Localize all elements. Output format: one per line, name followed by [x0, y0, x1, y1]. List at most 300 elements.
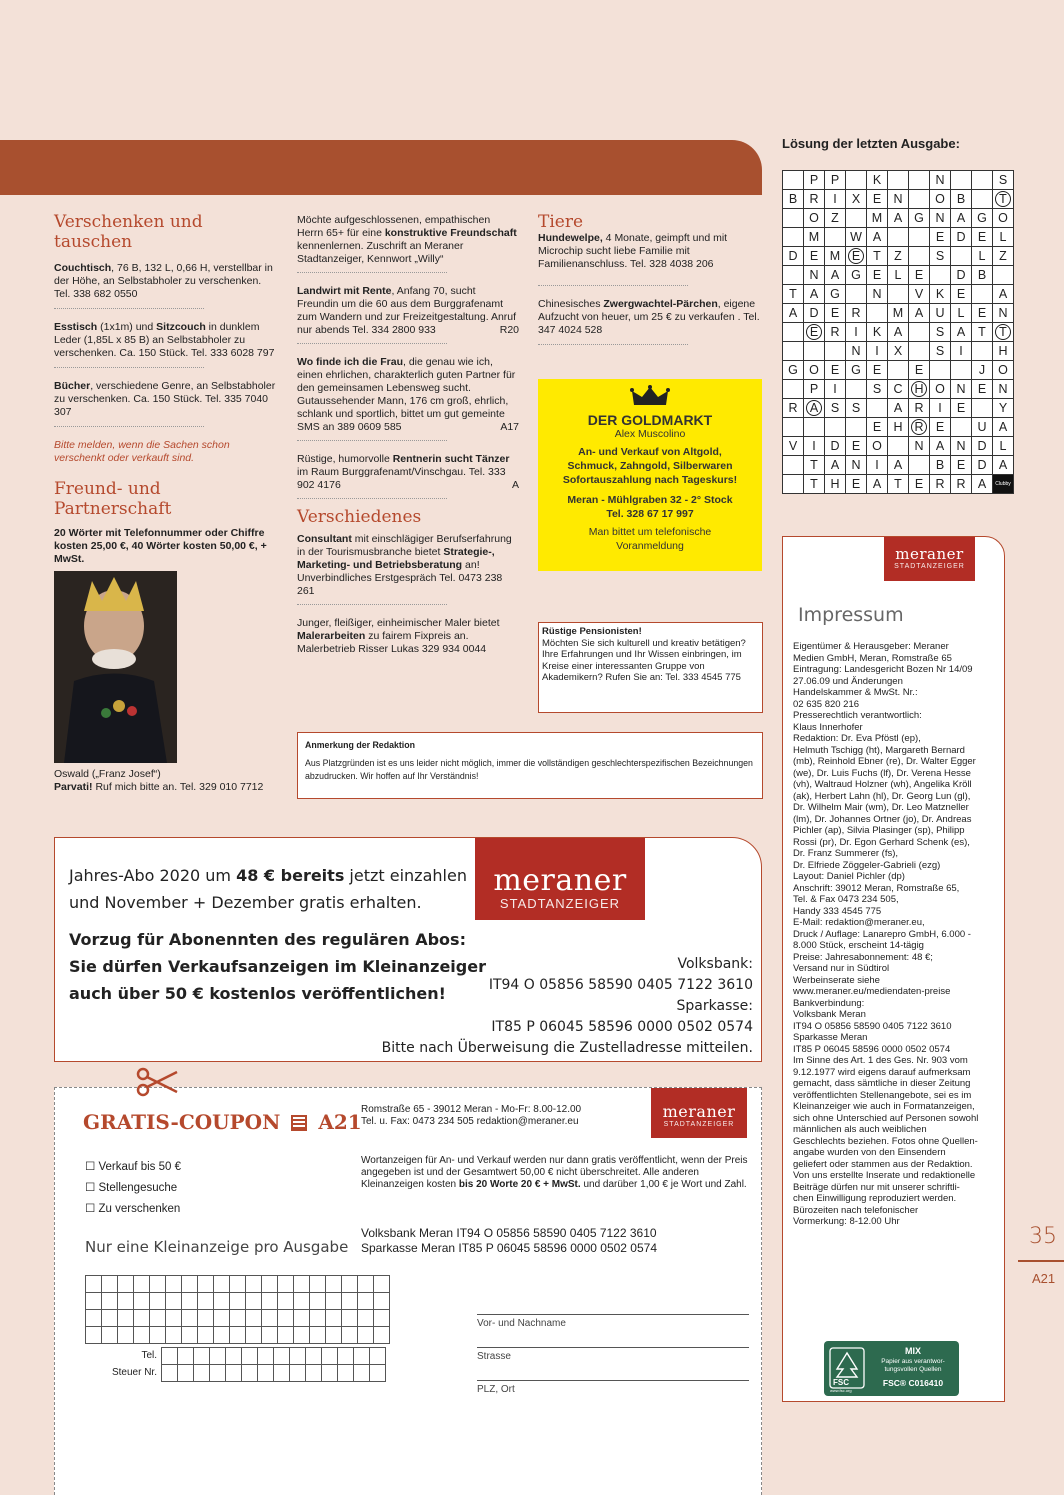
- checkbox-stellengesuche[interactable]: ☐ Stellengesuche: [85, 1182, 178, 1194]
- grid-cell[interactable]: [102, 1327, 118, 1344]
- crossword-row: [783, 190, 1014, 209]
- meraner-logo-large: [475, 838, 645, 920]
- crossword-row: [783, 380, 1014, 399]
- crossword-cell: T: [888, 475, 909, 494]
- impressum-line: Presserechtlich verantwortlich:: [793, 710, 922, 721]
- grid-cell[interactable]: [262, 1327, 278, 1344]
- grid-cell[interactable]: [118, 1293, 134, 1310]
- crossword-cell: A: [951, 209, 972, 228]
- grid-cell[interactable]: [150, 1310, 166, 1327]
- goldmarkt-address: Meran - Mühlgraben 32 - 2° Stock: [567, 494, 733, 506]
- crossword-cell: N: [846, 456, 867, 475]
- crossword-cell: [846, 418, 867, 437]
- grid-cell[interactable]: [306, 1365, 322, 1382]
- grid-cell[interactable]: [226, 1365, 242, 1382]
- impressum-line: Medien GmbH, Meran, Romstraße 65: [793, 652, 952, 664]
- grid-cell[interactable]: [342, 1293, 358, 1310]
- crossword-row: [783, 361, 1014, 380]
- crossword-cell: H: [909, 380, 930, 399]
- grid-cell[interactable]: [322, 1348, 338, 1365]
- column-2: [297, 214, 519, 656]
- grid-cell[interactable]: [294, 1293, 310, 1310]
- crossword-cell: [888, 437, 909, 456]
- ad-frau: Wo finde ich die Frau, die genau wie ich, einen ehrlichen, charakterlich guten Partner für den gemeinsamen Lebensweg sucht. Gutaussehender Mann, 176 cm groß, ehrlich, schlank und sportlich, bittet um gut gemeinte SMS an 389 0609 585 A17: [297, 356, 519, 433]
- grid-cell[interactable]: [150, 1293, 166, 1310]
- crossword-cell: A: [909, 304, 930, 323]
- column-1: [54, 212, 279, 566]
- coupon-hint: Nur eine Kleinanzeige pro Ausgabe: [85, 1238, 349, 1256]
- grid-cell[interactable]: [166, 1293, 182, 1310]
- grid-cell[interactable]: [166, 1310, 182, 1327]
- crossword-cell: G: [846, 266, 867, 285]
- ad-rentnerin: Rüstige, humorvolle Rentnerin sucht Tänzer im Raum Burggrafenamt/Vinschgau. Tel. 333 902 4176 A: [297, 453, 519, 491]
- crossword-cell: E: [867, 361, 888, 380]
- grid-cell[interactable]: [374, 1276, 390, 1293]
- impressum-line: 8.000 Stück, erscheint 14-tägig: [793, 940, 924, 951]
- grid-cell[interactable]: [102, 1310, 118, 1327]
- section-title-verschenken: Verschenken und tauschen: [54, 212, 203, 252]
- crossword-cell: [825, 418, 846, 437]
- goldmarkt-line: Sofortauszahlung nach Tageskurs!: [562, 474, 738, 486]
- grid-cell[interactable]: [214, 1276, 230, 1293]
- grid-cell[interactable]: [134, 1293, 150, 1310]
- grid-cell[interactable]: [374, 1310, 390, 1327]
- steuer-input-grid[interactable]: [161, 1364, 386, 1382]
- photo-oswald: [54, 571, 177, 763]
- grid-cell[interactable]: [246, 1293, 262, 1310]
- crossword-cell: [909, 171, 930, 190]
- crossword-cell: S: [930, 247, 951, 266]
- impressum-line: Volksbank Meran: [793, 1009, 866, 1020]
- logo-name: meraner: [895, 545, 964, 563]
- crossword-cell: E: [867, 190, 888, 209]
- grid-cell[interactable]: [370, 1365, 386, 1382]
- crossword-cell: B: [783, 190, 804, 209]
- crossword-cell: R: [783, 399, 804, 418]
- grid-cell[interactable]: [150, 1327, 166, 1344]
- crossword-cell: E: [930, 418, 951, 437]
- field-name[interactable]: Vor- und Nachname: [477, 1314, 749, 1329]
- crossword-cell: E: [909, 266, 930, 285]
- grid-cell[interactable]: [294, 1276, 310, 1293]
- logo-name: meraner: [493, 863, 627, 898]
- abo-line-4: Sie dürfen Verkaufsanzeigen im Kleinanzeiger: [69, 957, 486, 976]
- crossword-cell: I: [951, 342, 972, 361]
- crossword-cell: [972, 342, 993, 361]
- divider: [297, 440, 447, 441]
- grid-cell[interactable]: [306, 1348, 322, 1365]
- grid-cell[interactable]: [162, 1365, 178, 1382]
- crossword-cell: S: [930, 323, 951, 342]
- crossword-cell: Z: [993, 247, 1014, 266]
- crossword-cell: D: [825, 437, 846, 456]
- ad-esstisch: Esstisch (1x1m) und Sitzcouch in dunklem Leder (1,85L x 85 B) an Selbstabholer zu verschenken. Ca. 150 Stück. Tel. 333 6028 797: [54, 321, 275, 359]
- divider: [538, 285, 688, 286]
- crossword-cell: [825, 342, 846, 361]
- grid-cell[interactable]: [198, 1293, 214, 1310]
- grid-cell[interactable]: [310, 1310, 326, 1327]
- crossword-cell: [783, 380, 804, 399]
- impressum-line: (lm), Dr. Johannes Ortner (jo), Dr. Andreas: [793, 813, 972, 825]
- crossword-cell: [888, 361, 909, 380]
- grid-cell[interactable]: [246, 1276, 262, 1293]
- grid-cell[interactable]: [326, 1310, 342, 1327]
- grid-cell[interactable]: [358, 1276, 374, 1293]
- crossword-row: [783, 399, 1014, 418]
- grid-cell[interactable]: [178, 1365, 194, 1382]
- crossword-cell: [909, 247, 930, 266]
- grid-cell[interactable]: [338, 1365, 354, 1382]
- crossword-row: [783, 304, 1014, 323]
- impressum-line: Rossi (pr), Dr. Egon Gerhard Schenk (es),: [793, 836, 970, 848]
- crossword-row: [783, 285, 1014, 304]
- crossword-cell: J: [972, 361, 993, 380]
- grid-cell[interactable]: [210, 1348, 226, 1365]
- grid-cell[interactable]: [210, 1365, 226, 1382]
- impressum-line: Tel. & Fax 0473 234 505,: [793, 894, 899, 905]
- grid-cell[interactable]: [278, 1310, 294, 1327]
- abo-bank-2: Sparkasse:: [676, 998, 753, 1014]
- crossword-cell: D: [951, 228, 972, 247]
- crossword-cell: [909, 456, 930, 475]
- crossword-cell: B: [930, 456, 951, 475]
- divider: [297, 343, 447, 344]
- impressum-line: Beiträge dürfen nur mit unserer schriftli-: [793, 1181, 960, 1193]
- crossword-row: [783, 342, 1014, 361]
- grid-cell[interactable]: [290, 1348, 306, 1365]
- crossword-cell: C: [888, 380, 909, 399]
- crossword-cell: N: [846, 342, 867, 361]
- crossword-cell: V: [909, 285, 930, 304]
- grid-cell[interactable]: [102, 1293, 118, 1310]
- crossword-cell: T: [972, 323, 993, 342]
- crossword-cell: I: [825, 380, 846, 399]
- grid-cell[interactable]: [134, 1310, 150, 1327]
- coupon-title-text: GRATIS-COUPON: [83, 1110, 281, 1134]
- impressum-line: www.meraner.eu/mediendaten-preise: [793, 986, 951, 997]
- crossword-cell: Y: [993, 399, 1014, 418]
- grid-cell[interactable]: [226, 1348, 242, 1365]
- grid-cell[interactable]: [86, 1310, 102, 1327]
- crossword-cell: A: [888, 456, 909, 475]
- crossword-cell: K: [930, 285, 951, 304]
- grid-cell[interactable]: [278, 1276, 294, 1293]
- crossword-cell: O: [930, 380, 951, 399]
- crossword-cell: P: [825, 171, 846, 190]
- crossword-cell: D: [804, 304, 825, 323]
- divider: [538, 344, 688, 345]
- crossword-cell: A: [804, 399, 825, 418]
- crossword-cell: Clubby: [993, 475, 1014, 494]
- grid-cell[interactable]: [166, 1276, 182, 1293]
- impressum-line: chen Einwilligung reproduziert werden.: [793, 1193, 957, 1204]
- ad-zwergwachtel: Chinesisches Zwergwachtel-Pärchen, eigene Aufzucht von heuer, um 25 € zu verkaufen . Tel. 347 4024 528: [538, 298, 760, 336]
- grid-cell[interactable]: [230, 1310, 246, 1327]
- grid-cell[interactable]: [326, 1293, 342, 1310]
- crossword-cell: I: [825, 190, 846, 209]
- grid-cell[interactable]: [182, 1327, 198, 1344]
- pensionisten-text: Möchten Sie sich kulturell und kreativ betätigen? Ihre Erfahrungen und Ihr Wissen einbringen, im Kreise einer interessanten Gruppe von Akademikern? Rufen Sie an: Tel. 333 4545 775: [542, 637, 746, 683]
- grid-cell[interactable]: [274, 1348, 290, 1365]
- crossword-cell: O: [993, 209, 1014, 228]
- crossword-cell: T: [993, 323, 1014, 342]
- impressum-box: [782, 536, 1005, 1402]
- grid-cell[interactable]: [278, 1327, 294, 1344]
- crossword-cell: U: [972, 418, 993, 437]
- crossword-cell: [951, 418, 972, 437]
- crossword-cell: [930, 361, 951, 380]
- impressum-line: Eigentümer & Herausgeber: Meraner: [793, 641, 949, 652]
- impressum-line: Kleinanzeiger wie auch in Formatanzeigen,: [793, 1101, 975, 1112]
- meraner-logo-small: [651, 1088, 747, 1138]
- crossword-cell: E: [825, 361, 846, 380]
- grid-cell[interactable]: [214, 1293, 230, 1310]
- abo-bank-1: Volksbank:: [677, 956, 753, 972]
- grid-cell[interactable]: [262, 1276, 278, 1293]
- crossword-cell: N: [951, 380, 972, 399]
- grid-cell[interactable]: [242, 1365, 258, 1382]
- crossword-cell: [951, 247, 972, 266]
- impressum-line: 9.12.1977 wird eigens darauf aufmerksam: [793, 1066, 971, 1078]
- field-plz[interactable]: PLZ, Ort: [477, 1380, 749, 1395]
- grid-cell[interactable]: [134, 1327, 150, 1344]
- coupon-title: [83, 1110, 362, 1134]
- crossword-cell: G: [846, 361, 867, 380]
- crossword-cell: E: [846, 437, 867, 456]
- grid-cell[interactable]: [342, 1276, 358, 1293]
- crossword-cell: O: [804, 361, 825, 380]
- grid-cell[interactable]: [118, 1276, 134, 1293]
- grid-cell[interactable]: [310, 1327, 326, 1344]
- crossword-cell: E: [846, 475, 867, 494]
- crossword-cell: S: [846, 399, 867, 418]
- crossword-cell: [909, 342, 930, 361]
- crossword-cell: [993, 266, 1014, 285]
- ad-buecher: Bücher, verschiedene Genre, an Selbstabholer zu verschenken. Ca. 150 Stück. Tel. 335 7040 307: [54, 380, 276, 418]
- grid-cell[interactable]: [358, 1293, 374, 1310]
- crossword-cell: H: [993, 342, 1014, 361]
- crossword-cell: A: [993, 285, 1014, 304]
- grid-cell[interactable]: [194, 1348, 210, 1365]
- grid-cell[interactable]: [198, 1276, 214, 1293]
- crossword-cell: N: [888, 190, 909, 209]
- ad-consultant: Consultant mit einschlägiger Berufserfahrung in der Tourismusbranche bietet Strategie-, Marketing- und Betriebsberatung an! Unverbindliches Erstgespräch Tel. 0473 238 261: [297, 533, 512, 597]
- section-title-verschiedenes: Verschiedenes: [297, 507, 422, 527]
- grid-cell[interactable]: [278, 1293, 294, 1310]
- logo-name: meraner: [662, 1102, 736, 1121]
- grid-cell[interactable]: [246, 1310, 262, 1327]
- grid-cell[interactable]: [230, 1327, 246, 1344]
- grid-cell[interactable]: [86, 1276, 102, 1293]
- grid-cell[interactable]: [194, 1365, 210, 1382]
- divider: [297, 604, 447, 605]
- logo-sub: STADTANZEIGER: [894, 563, 965, 570]
- impressum-line: (vh), Waltraud Holzner (wh), Angelika Kröll: [793, 779, 972, 790]
- crossword-row: [783, 437, 1014, 456]
- grid-cell[interactable]: [102, 1276, 118, 1293]
- grid-cell[interactable]: [166, 1327, 182, 1344]
- word-entry-grid[interactable]: [85, 1275, 390, 1344]
- crossword-cell: K: [867, 171, 888, 190]
- note-melden: Bitte melden, wenn die Sachen schon verschenkt oder verkauft sind.: [54, 439, 230, 464]
- crossword-cell: A: [930, 437, 951, 456]
- checkbox-verschenken[interactable]: ☐ Zu verschenken: [85, 1203, 181, 1215]
- grid-cell[interactable]: [230, 1293, 246, 1310]
- crossword-cell: I: [867, 456, 888, 475]
- section-title-partnerschaft: Freund- und Partnerschaft: [54, 479, 172, 519]
- grid-cell[interactable]: [374, 1293, 390, 1310]
- grid-cell[interactable]: [326, 1276, 342, 1293]
- crossword-cell: [846, 285, 867, 304]
- crossword-cell: E: [909, 361, 930, 380]
- crossword-cell: [846, 380, 867, 399]
- fsc-mix: MIX: [904, 1346, 921, 1356]
- page-code: A21: [1032, 1271, 1056, 1286]
- grid-cell[interactable]: [258, 1348, 274, 1365]
- grid-cell[interactable]: [262, 1310, 278, 1327]
- crossword-cell: D: [972, 437, 993, 456]
- goldmarkt-line: Schmuck, Zahngold, Silberwaren: [567, 460, 733, 472]
- grid-cell[interactable]: [342, 1310, 358, 1327]
- crossword-row: [783, 228, 1014, 247]
- crossword-cell: L: [972, 247, 993, 266]
- coupon-code: A21: [318, 1110, 362, 1134]
- redaktion-title: Anmerkung der Redaktion: [305, 740, 415, 750]
- impressum-line: Pichler (ap), Silvia Plasinger (sp), Philipp: [793, 825, 965, 836]
- impressum-line: Werbeinserate siehe: [793, 974, 880, 986]
- impressum-line: Layout: Daniel Pichler (dp): [793, 871, 905, 882]
- grid-cell[interactable]: [326, 1327, 342, 1344]
- grid-cell[interactable]: [162, 1348, 178, 1365]
- crossword-cell: E: [972, 228, 993, 247]
- grid-cell[interactable]: [86, 1293, 102, 1310]
- impressum-line: Klaus Innerhofer: [793, 721, 863, 733]
- grid-cell[interactable]: [86, 1327, 102, 1344]
- pensionisten-title: Rüstige Pensionisten!: [542, 626, 642, 637]
- grid-cell[interactable]: [230, 1276, 246, 1293]
- impressum-line: 27.06.09 und Änderungen: [793, 675, 903, 687]
- crossword-cell: A: [972, 475, 993, 494]
- crossword-cell: R: [825, 323, 846, 342]
- grid-cell[interactable]: [118, 1310, 134, 1327]
- crossword-cell: [783, 171, 804, 190]
- grid-cell[interactable]: [246, 1327, 262, 1344]
- crossword-cell: G: [972, 209, 993, 228]
- crossword-cell: O: [804, 209, 825, 228]
- abo-iban-2: IT85 P 06045 58596 0000 0502 0574: [491, 1019, 753, 1035]
- crossword-cell: O: [867, 437, 888, 456]
- grid-cell[interactable]: [358, 1310, 374, 1327]
- impressum-line: Versand nur in Südtirol: [793, 963, 890, 974]
- abo-line-5: auch über 50 € kostenlos veröffentlichen!: [69, 984, 446, 1003]
- crossword-cell: [867, 399, 888, 418]
- grid-cell[interactable]: [150, 1276, 166, 1293]
- coupon-banks: Volksbank Meran IT94 O 05856 58590 0405 7122 3610 Sparkasse Meran IT85 P 06045 58596 0000 0502 0574: [361, 1226, 658, 1255]
- grid-cell[interactable]: [354, 1348, 370, 1365]
- impressum-line: IT94 O 05856 58590 0405 7122 3610: [793, 1020, 952, 1032]
- goldmarkt-phone: Tel. 328 67 17 997: [606, 508, 694, 520]
- grid-cell[interactable]: [214, 1310, 230, 1327]
- crossword-cell: [783, 209, 804, 228]
- grid-cell[interactable]: [262, 1293, 278, 1310]
- grid-cell[interactable]: [134, 1276, 150, 1293]
- crossword-cell: A: [804, 285, 825, 304]
- crossword-cell: M: [888, 304, 909, 323]
- crossword-cell: [783, 456, 804, 475]
- crossword-cell: I: [930, 399, 951, 418]
- grid-cell[interactable]: [214, 1327, 230, 1344]
- crossword-cell: T: [783, 285, 804, 304]
- crossword-cell: [783, 323, 804, 342]
- crossword-row: [783, 418, 1014, 437]
- grid-cell[interactable]: [182, 1310, 198, 1327]
- checkbox-verkauf[interactable]: ☐ Verkauf bis 50 €: [85, 1161, 181, 1173]
- grid-cell[interactable]: [374, 1327, 390, 1344]
- grid-cell[interactable]: [338, 1348, 354, 1365]
- grid-cell[interactable]: [198, 1327, 214, 1344]
- crossword-solution: [782, 170, 1014, 494]
- grid-cell[interactable]: [178, 1348, 194, 1365]
- impressum-line: angabe wurden von den Einsendern: [793, 1147, 946, 1158]
- crossword-cell: A: [888, 323, 909, 342]
- crossword-cell: L: [993, 437, 1014, 456]
- grid-cell[interactable]: [198, 1310, 214, 1327]
- crossword-cell: R: [951, 475, 972, 494]
- grid-cell[interactable]: [290, 1365, 306, 1382]
- grid-cell[interactable]: [274, 1365, 290, 1382]
- logo-sub: STADTANZEIGER: [663, 1121, 735, 1128]
- crossword-cell: U: [930, 304, 951, 323]
- grid-cell[interactable]: [342, 1327, 358, 1344]
- crossword-cell: M: [825, 247, 846, 266]
- column-3: [538, 212, 764, 357]
- grid-cell[interactable]: [182, 1293, 198, 1310]
- grid-cell[interactable]: [310, 1276, 326, 1293]
- crossword-cell: R: [804, 190, 825, 209]
- crossword-cell: A: [825, 266, 846, 285]
- crossword-cell: D: [951, 266, 972, 285]
- crossword-cell: K: [867, 323, 888, 342]
- crossword-row: [783, 456, 1014, 475]
- crossword-cell: E: [951, 399, 972, 418]
- grid-cell[interactable]: [258, 1365, 274, 1382]
- scissors-icon: [135, 1066, 179, 1098]
- crossword-cell: T: [867, 247, 888, 266]
- grid-cell[interactable]: [118, 1327, 134, 1344]
- grid-cell[interactable]: [358, 1327, 374, 1344]
- impressum-line: sich ohne Unterschied auf Personen sowohl: [793, 1112, 979, 1124]
- grid-cell[interactable]: [322, 1365, 338, 1382]
- crossword-cell: H: [888, 418, 909, 437]
- crossword-cell: [972, 171, 993, 190]
- grid-cell[interactable]: [294, 1327, 310, 1344]
- grid-cell[interactable]: [310, 1293, 326, 1310]
- grid-cell[interactable]: [354, 1365, 370, 1382]
- grid-cell[interactable]: [370, 1348, 386, 1365]
- impressum-line: geliefert oder stammen aus der Redaktion.: [793, 1158, 973, 1170]
- grid-cell[interactable]: [182, 1276, 198, 1293]
- field-strasse[interactable]: Strasse: [477, 1347, 749, 1362]
- crossword-cell: [972, 399, 993, 418]
- tel-input-grid[interactable]: [161, 1347, 386, 1365]
- grid-cell[interactable]: [294, 1310, 310, 1327]
- impressum-line: (we), Dr. Luis Fuchs (lf), Dr. Verena Hesse: [793, 767, 971, 779]
- crossword-cell: L: [993, 228, 1014, 247]
- label-tel: Tel.: [141, 1350, 157, 1361]
- crossword-cell: [909, 190, 930, 209]
- partnerschaft-intro: 20 Wörter mit Telefonnummer oder Chiffre kosten 25,00 €, 40 Wörter kosten 50,00 €, + MwSt.: [54, 527, 267, 565]
- grid-cell[interactable]: [242, 1348, 258, 1365]
